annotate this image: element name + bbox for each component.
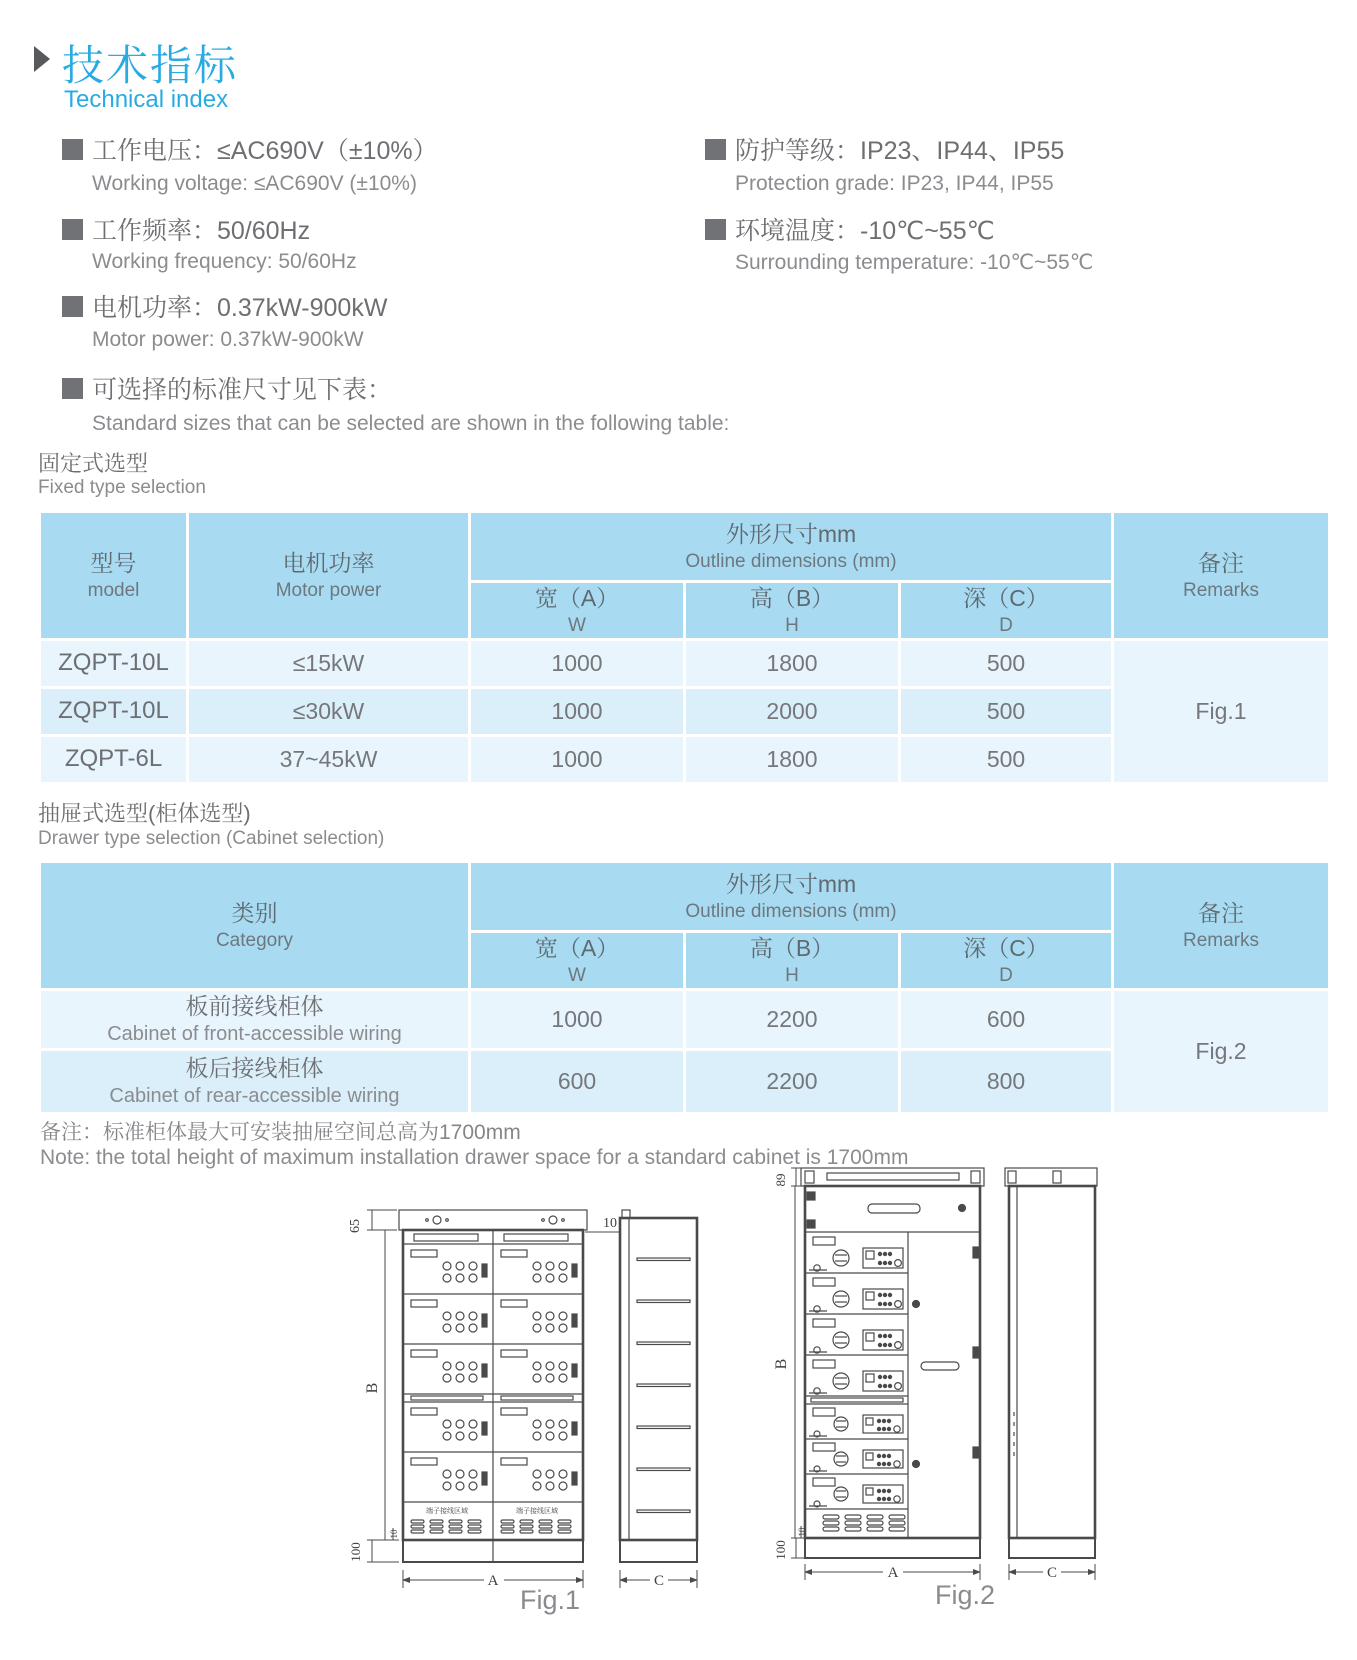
header-en: W [568, 615, 586, 637]
drawer-unit [411, 1408, 487, 1440]
square-bullet-icon [62, 139, 83, 160]
header-cn: 宽（A） [534, 935, 620, 961]
fig1-dim-top: 65 [348, 1219, 363, 1233]
cell-height: 1800 [685, 735, 900, 783]
fig2-dim-plinth: 100 [773, 1540, 788, 1560]
drawer-section-title-en: Drawer type selection (Cabinet selection) [38, 828, 385, 849]
header-cn: 备注 [1198, 550, 1244, 576]
drawer-unit [411, 1250, 487, 1282]
category-en: Cabinet of rear-accessible wiring [109, 1085, 400, 1108]
spec-cn-text: 工作电压：≤AC690V（±10%） [92, 137, 438, 165]
spec-en-text: Working frequency: 50/60Hz [92, 250, 357, 273]
cell-height: 1800 [685, 639, 900, 687]
cell-height: 2000 [685, 687, 900, 735]
cell-width: 1000 [470, 735, 685, 783]
cell-width: 1000 [470, 687, 685, 735]
fig2-front-view [801, 1168, 984, 1558]
header-en: model [87, 580, 140, 602]
header-en: Outline dimensions (mm) [685, 901, 897, 923]
header-en: Motor power [275, 580, 382, 602]
spec-cn-text: 环境温度：-10℃~55℃ [735, 217, 995, 245]
page-title-en: Technical index [64, 86, 229, 113]
cell-height: 2200 [685, 1049, 900, 1113]
fixed-section-title-en: Fixed type selection [38, 477, 206, 498]
cell-depth: 600 [900, 989, 1113, 1049]
drawer-section-title-cn: 抽屉式选型(柜体选型) [38, 801, 251, 826]
header-cn: 宽（A） [534, 585, 620, 611]
col-header-remarks [1113, 512, 1330, 640]
fig1-dim-height: B [364, 1382, 381, 1394]
note-cn: 备注：标准柜体最大可安装抽屉空间总高为1700mm [40, 1121, 521, 1144]
cell-width: 1000 [470, 639, 685, 687]
spec-en-text: Surrounding temperature: -10℃~55℃ [735, 251, 1094, 274]
drawer-unit [411, 1350, 487, 1382]
spec-cn-text: 电机功率：0.37kW-900kW [92, 294, 388, 322]
header-en: D [999, 965, 1013, 987]
table-row [40, 639, 1330, 687]
fig2-cabinet-drawing [765, 1152, 1125, 1587]
drawer-unit [809, 1478, 903, 1507]
drawer-unit [809, 1408, 903, 1437]
header-cn: 高（B） [749, 935, 835, 961]
spec-cn-text: 工作频率：50/60Hz [92, 217, 311, 245]
header-en: W [568, 965, 586, 987]
spec-cn-text: 防护等级：IP23、IP44、IP55 [735, 137, 1065, 165]
col-header-outline-dimensions [470, 862, 1113, 932]
fig2-dim-top: 89 [773, 1173, 788, 1187]
fig2-dim-depth: C [1046, 1565, 1058, 1581]
fig1-dim-width: A [487, 1573, 499, 1589]
cell-model: ZQPT-10L [40, 687, 188, 735]
fig2-caption: Fig.2 [935, 1580, 996, 1610]
fig2-vent-panel [823, 1515, 905, 1531]
col-header-remarks [1113, 862, 1330, 990]
cell-power: ≤30kW [188, 687, 470, 735]
cell-width: 600 [470, 1049, 685, 1113]
drawer-unit [809, 1319, 903, 1353]
section-arrow-icon [34, 46, 50, 72]
spec-en-text: Protection grade: IP23, IP44, IP55 [735, 172, 1054, 195]
drawer-unit [411, 1300, 487, 1332]
drawer-unit [501, 1300, 577, 1332]
spec-working-voltage [62, 131, 438, 167]
cell-model: ZQPT-10L [40, 639, 188, 687]
note-en: Note: the total height of maximum installation drawer space for a standard cabinet is 1700mm [40, 1146, 909, 1169]
col-header-height [685, 932, 900, 990]
drawer-unit [501, 1458, 577, 1490]
cell-remark: Fig.1 [1113, 639, 1330, 783]
fig1-dim-top-right: 10 [603, 1216, 617, 1231]
header-cn: 深（C） [963, 585, 1049, 611]
fig1-dim-plinth: 100 [348, 1542, 363, 1562]
header-en: Remarks [1182, 580, 1259, 602]
page-title-cn: 技术指标 [62, 42, 239, 89]
drawer-unit [809, 1237, 903, 1271]
fig2-dim-width: A [887, 1565, 899, 1581]
header-en: Remarks [1182, 930, 1259, 952]
header-en: H [785, 615, 799, 637]
col-header-outline-dimensions [470, 512, 1113, 582]
col-header-depth [900, 932, 1113, 990]
drawer-unit [809, 1278, 903, 1312]
fig1-cabinet-drawing [335, 1198, 707, 1598]
fig1-dim-gap: 10 [389, 1529, 399, 1539]
col-header-depth [900, 582, 1113, 640]
cell-height: 2200 [685, 989, 900, 1049]
spec-cn-text: 可选择的标准尺寸见下表： [92, 376, 393, 404]
header-cn: 备注 [1198, 900, 1244, 926]
header-cn: 高（B） [749, 585, 835, 611]
drawer-unit [809, 1360, 903, 1394]
spec-protection-grade [705, 131, 1064, 167]
header-en: D [999, 615, 1013, 637]
drawer-type-table [38, 860, 1331, 1115]
cell-depth: 500 [900, 735, 1113, 783]
header-cn: 电机功率 [282, 550, 375, 576]
square-bullet-icon [705, 219, 726, 240]
spec-surrounding-temperature [705, 211, 995, 247]
drawer-unit [411, 1458, 487, 1490]
header-cn: 深（C） [963, 935, 1049, 961]
drawer-unit [809, 1443, 903, 1472]
square-bullet-icon [62, 219, 83, 240]
header-cn: 类别 [231, 900, 278, 926]
cell-model: ZQPT-6L [40, 735, 188, 783]
cell-depth: 500 [900, 639, 1113, 687]
fig2-dim-gap: 10 [797, 1527, 807, 1537]
category-en: Cabinet of front-accessible wiring [107, 1023, 402, 1046]
category-cn: 板后接线柜体 [185, 1055, 324, 1082]
fixed-type-table [38, 510, 1331, 785]
drawer-unit [501, 1408, 577, 1440]
col-header-category [40, 862, 470, 990]
spec-table-intro [62, 370, 392, 406]
cell-remark: Fig.2 [1113, 989, 1330, 1113]
header-cn: 型号 [90, 550, 137, 576]
col-header-model [40, 512, 188, 640]
col-header-height [685, 582, 900, 640]
square-bullet-icon [62, 296, 83, 317]
category-cn: 板前接线柜体 [185, 993, 324, 1020]
cell-width: 1000 [470, 989, 685, 1049]
spec-working-frequency [62, 211, 310, 247]
terminal-area-label: 端子接线区域 [516, 1508, 558, 1515]
fig1-dimensions [367, 1210, 697, 1588]
header-cn: 外形尺寸mm [725, 871, 857, 898]
cell-power: ≤15kW [188, 639, 470, 687]
drawer-unit [501, 1350, 577, 1382]
fig2-cable-door [913, 1247, 981, 1468]
fig1-side-view [620, 1210, 697, 1562]
square-bullet-icon [62, 378, 83, 399]
fig1-terminal-area [411, 1520, 571, 1533]
header-en: H [785, 965, 799, 987]
drawer-unit [501, 1250, 577, 1282]
terminal-area-label: 端子接线区域 [426, 1508, 468, 1515]
col-header-width [470, 932, 685, 990]
fig2-dim-height: B [773, 1358, 790, 1370]
cell-depth: 800 [900, 1049, 1113, 1113]
cell-power: 37~45kW [188, 735, 470, 783]
spec-en-text: Working voltage: ≤AC690V (±10%) [92, 172, 417, 195]
cell-category [40, 1049, 470, 1113]
cell-category [40, 989, 470, 1049]
header-cn: 外形尺寸mm [725, 521, 857, 548]
fixed-section-title-cn: 固定式选型 [38, 451, 149, 476]
fig2-side-view [1005, 1168, 1097, 1558]
cell-depth: 500 [900, 687, 1113, 735]
header-en: Category [215, 930, 294, 952]
header-en: Outline dimensions (mm) [685, 551, 897, 573]
spec-en-text: Standard sizes that can be selected are shown in the following table: [92, 412, 730, 435]
col-header-motor-power [188, 512, 470, 640]
table-row [40, 989, 1330, 1049]
spec-en-text: Motor power: 0.37kW-900kW [92, 328, 364, 351]
spec-motor-power [62, 288, 387, 324]
fig1-dim-depth: C [653, 1573, 665, 1589]
col-header-width [470, 582, 685, 640]
fig1-caption: Fig.1 [520, 1585, 581, 1615]
square-bullet-icon [705, 139, 726, 160]
